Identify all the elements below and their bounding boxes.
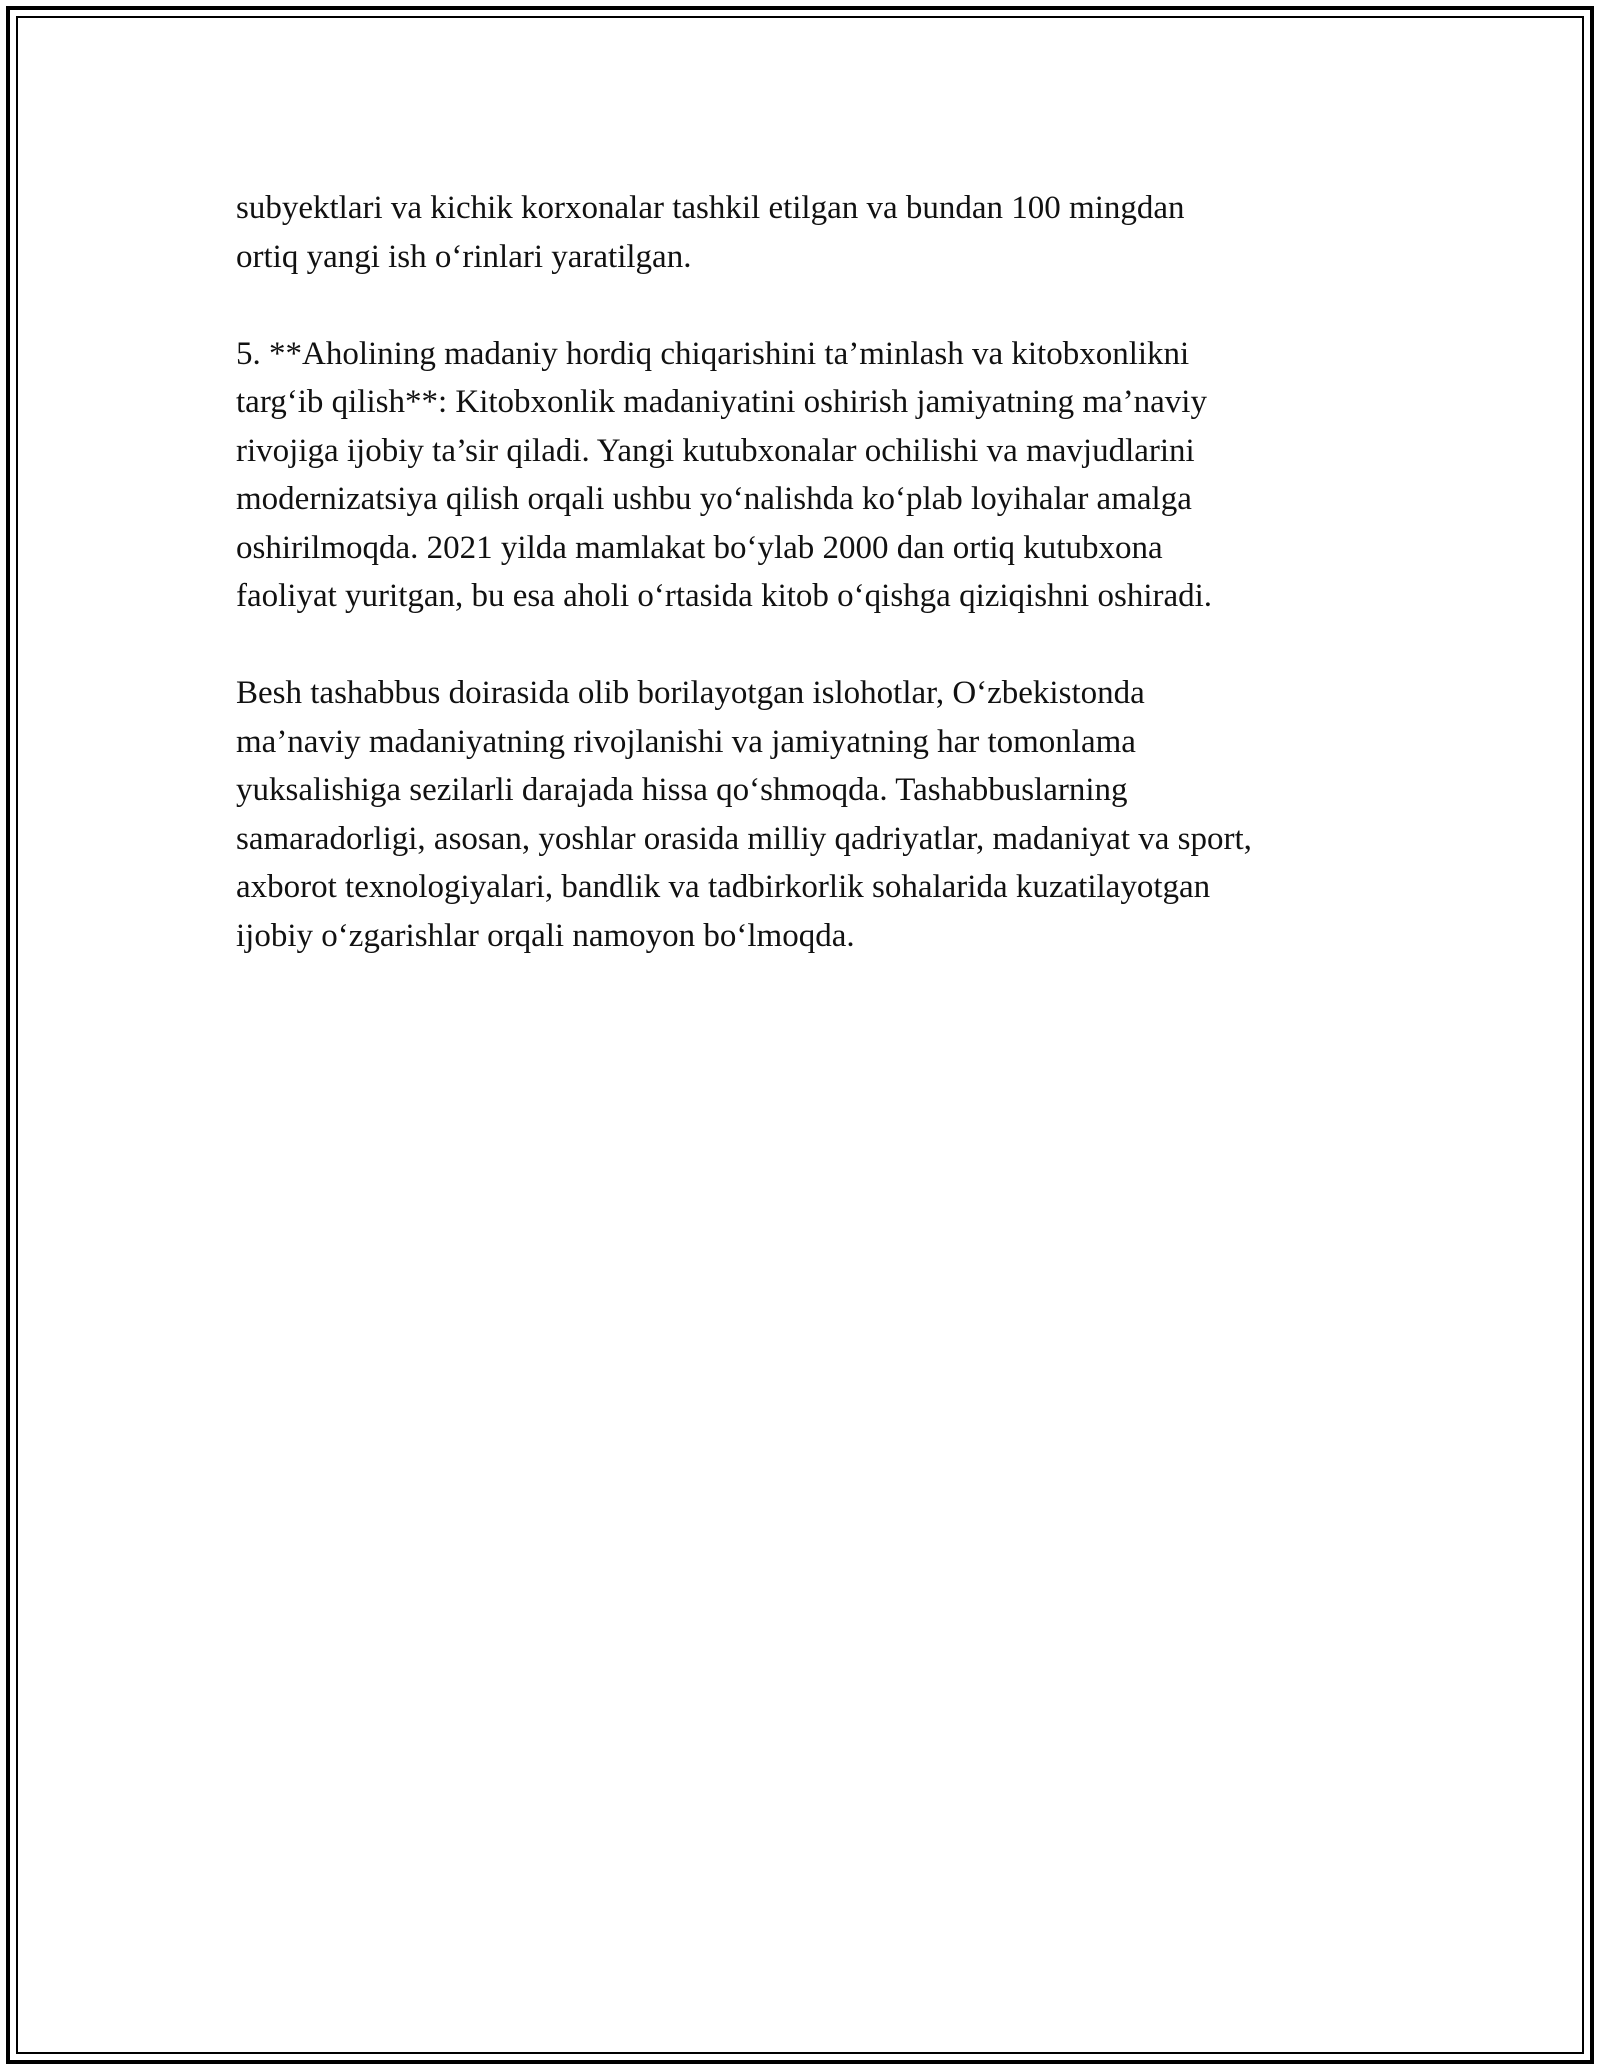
text-line: faoliyat yuritgan, bu esa aholi o‘rtasida kitob o‘qishga qiziqishni oshiradi. [236,578,1213,614]
text-line: ma’naviy madaniyatning rivojlanishi va jamiyatning har tomonlama [236,723,1136,760]
paragraph-3 [236,669,1376,960]
text-line: oshirilmoqda. 2021 yilda mamlakat bo‘ylab 2000 dan ortiq kutubxona [236,529,1163,566]
text-line: modernizatsiya qilish orqali ushbu yo‘nalishda ko‘plab loyihalar amalga [236,481,1192,517]
text-line: samaradorligi, asosan, yoshlar orasida milliy qadriyatlar, madaniyat va sport, [236,820,1252,857]
paragraph-2 [236,330,1376,621]
text-line: yuksalishiga sezilarli darajada hissa qo‘shmoqda. Tashabbuslarning [236,772,1128,808]
text-line: Besh tashabbus doirasida olib borilayotgan islohotlar, O‘zbekistonda [236,675,1145,711]
text-line: 5. **Aholining madaniy hordiq chiqarishini ta’minlash va kitobxonlikni [236,335,1190,372]
text-line: targ‘ib qilish**: Kitobxonlik madaniyatini oshirish jamiyatning ma’naviy [236,384,1207,420]
text-line: rivojiga ijobiy ta’sir qiladi. Yangi kutubxonalar ochilishi va mavjudlarini [236,432,1195,469]
text-line: axborot texnologiyalari, bandlik va tadbirkorlik sohalarida kuzatilayotgan [236,869,1211,905]
text-line: subyektlari va kichik korxonalar tashkil etilgan va bundan 100 mingdan [236,190,1185,226]
text-line: ortiq yangi ish o‘rinlari yaratilgan. [236,238,692,275]
text-line: ijobiy o‘zgarishlar orqali namoyon bo‘lmoqda. [236,917,855,954]
paragraph-1 [236,184,1376,281]
document-body [236,184,1376,1009]
